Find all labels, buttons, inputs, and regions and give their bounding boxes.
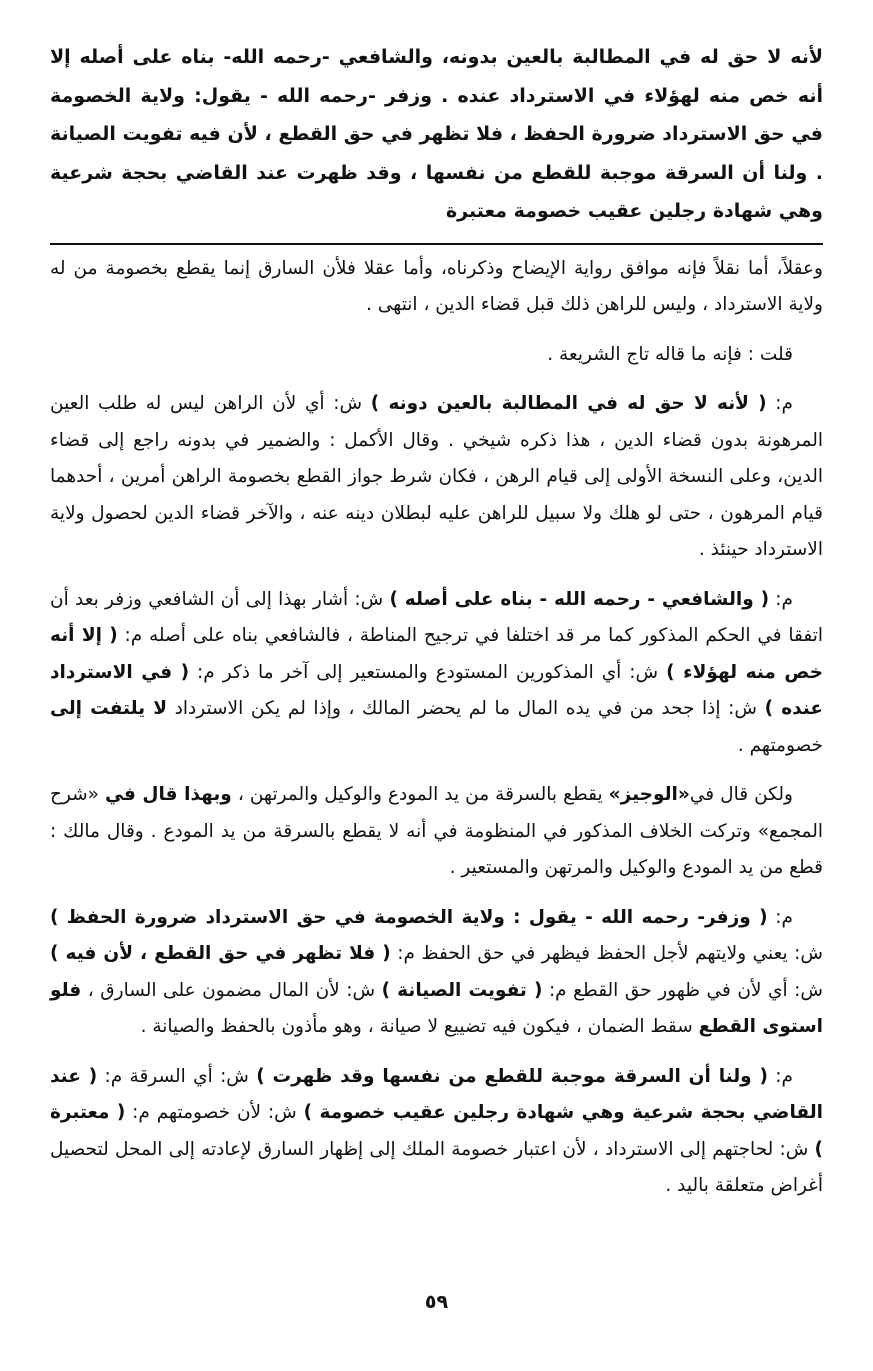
matn-quote: ( تفويت الصيانة ) — [381, 979, 543, 1001]
matn-quote: ( لأنه لا حق له في المطالبة بالعين دونه ) — [370, 393, 767, 414]
commentary-text: ش: يعني ولايتهم لأجل الحفظ فيظهر في حق الحفظ م: — [390, 943, 823, 964]
commentary-text: ش: إذا جحد من في يده المال ما لم يحضر المالك ، وإذا لم يكن الاسترداد — [167, 698, 765, 719]
emphasis-text: فلو استوى القطع — [50, 979, 823, 1037]
commentary-text: ش: أي السرقة م: — [97, 1065, 257, 1087]
book-title: «الوجيز» — [608, 784, 690, 805]
matn-marker: م: — [766, 393, 793, 414]
commentary-text: ش: أي لأن في ظهور حق القطع م: — [542, 979, 823, 1001]
matn-quote: ( معتبرة ) — [50, 1102, 823, 1160]
matn-quote: ( إلا أنه خص منه لهؤلاء ) — [50, 625, 823, 683]
commentary-paragraph: قلت : فإنه ما قاله تاج الشريعة . — [547, 343, 793, 365]
book-page — [50, 38, 823, 1218]
commentary-paragraph — [50, 582, 823, 765]
commentary-text: ولكن قال في — [689, 784, 793, 805]
commentary-text: ش: أشار بهذا إلى أن الشافعي وزفر بعد أن اتفقا في الحكم المذكور كما مر قد اختلفا في ترجيح المناطة ، فالشافعي بناه على أصله م: — [50, 588, 823, 646]
commentary-text: ش: لأن المال مضمون على السارق ، — [81, 979, 382, 1001]
commentary-text: خصومتهم . — [737, 734, 823, 756]
matn-marker: م: — [767, 906, 793, 928]
matn-quote: ( والشافعي - رحمه الله - بناه على أصله ) — [389, 588, 770, 610]
commentary-text: يقطع بالسرقة من يد المودع والوكيل والمرتهن ، — [231, 784, 609, 805]
commentary-text: ش: أي المذكورين المستودع والمستعير إلى آخر ما ذكر م: — [189, 661, 667, 683]
commentary-text: ش: لأن خصومتهم م: — [125, 1102, 304, 1123]
matn-quote: لا يلتفت إلى — [50, 698, 168, 719]
commentary-text: «شرح المجمع» وتركت الخلاف المذكور في المنظومة في أنه لا يقطع بالسرقة من يد المودع . وقال مالك : قطع من يد المودع والوكيل والمرتهن والمستعير . — [50, 784, 823, 878]
commentary-paragraph — [50, 386, 823, 569]
matn-quote: ( في الاسترداد عنده ) — [50, 661, 823, 719]
matn-quote: ( فلا تظهر في حق القطع ، لأن فيه ) — [50, 943, 391, 964]
separator-line — [50, 243, 823, 245]
commentary-paragraph: وعقلاً، أما نقلاً فإنه موافق رواية الإيضاح وذكرناه، وأما عقلا فلأن السارق إنما يقطع بخصومة من له ولاية الاسترداد ، وليس للراهن ذلك قبل قضاء الدين ، انتهى . — [50, 257, 823, 315]
matn-quote: ( ولنا أن السرقة موجبة للقطع من نفسها وقد ظهرت ) — [256, 1065, 768, 1087]
commentary-text: ش: أي لأن الراهن ليس له طلب العين المرهونة بدون قضاء الدين ، هذا ذكره شيخي . وقال الأكمل : والضمير في بدونه راجع إلى قضاء الدين، وعلى النسخة الأولى إلى قيام الرهن ، فكان شرط جواز القطع بخصومة الراهن أمرين ، أحدهما قيام المرهون ، حتى لو هلك ولا سبيل للراهن عليه لبطلان دينه عنه ، والآخر قضاء الدين لحصول ولاية الاسترداد حينئذ . — [50, 393, 823, 560]
matn-marker: م: — [767, 1065, 793, 1087]
matn-quote: ( وزفر- رحمه الله - يقول : ولاية الخصومة في حق الاسترداد ضرورة الحفظ ) — [50, 906, 768, 928]
commentary-text: سقط الضمان ، فيكون فيه تضييع لا صيانة ، وهو مأذون بالحفظ والصيانة . — [140, 1016, 699, 1037]
page-number: ٥٩ — [424, 1291, 449, 1313]
commentary-text: ش: لحاجتهم إلى الاسترداد ، لأن اعتبار خصومة الملك إلى إظهار السارق لإعادته إلى المحل لتحصيل أغراض متعلقة باليد . — [50, 1138, 823, 1196]
commentary-paragraph — [50, 900, 823, 1046]
commentary-paragraph — [50, 777, 823, 887]
matn-quote: ( عند القاضي بحجة شرعية وهي شهادة رجلين عقيب خصومة ) — [50, 1065, 823, 1123]
emphasis-text: وبهذا قال في — [105, 784, 232, 805]
commentary — [50, 251, 823, 1205]
commentary-paragraph — [50, 1059, 823, 1205]
matn-text: لأنه لا حق له في المطالبة بالعين بدونه، والشافعي -رحمه الله- بناه على أصله إلا أنه خص منه لهؤلاء في الاسترداد عنده . وزفر -رحمه الله - يقول: ولاية الخصومة في حق الاسترداد ضرورة الحفظ ، فلا تظهر في حق القطع ، لأن فيه تفويت الصيانة . ولنا أن السرقة موجبة للقطع من نفسها ، وقد ظهرت عند القاضي بحجة شرعية وهي شهادة رجلين عقيب خصومة معتبرة — [50, 46, 823, 222]
matn-marker: م: — [769, 588, 793, 610]
